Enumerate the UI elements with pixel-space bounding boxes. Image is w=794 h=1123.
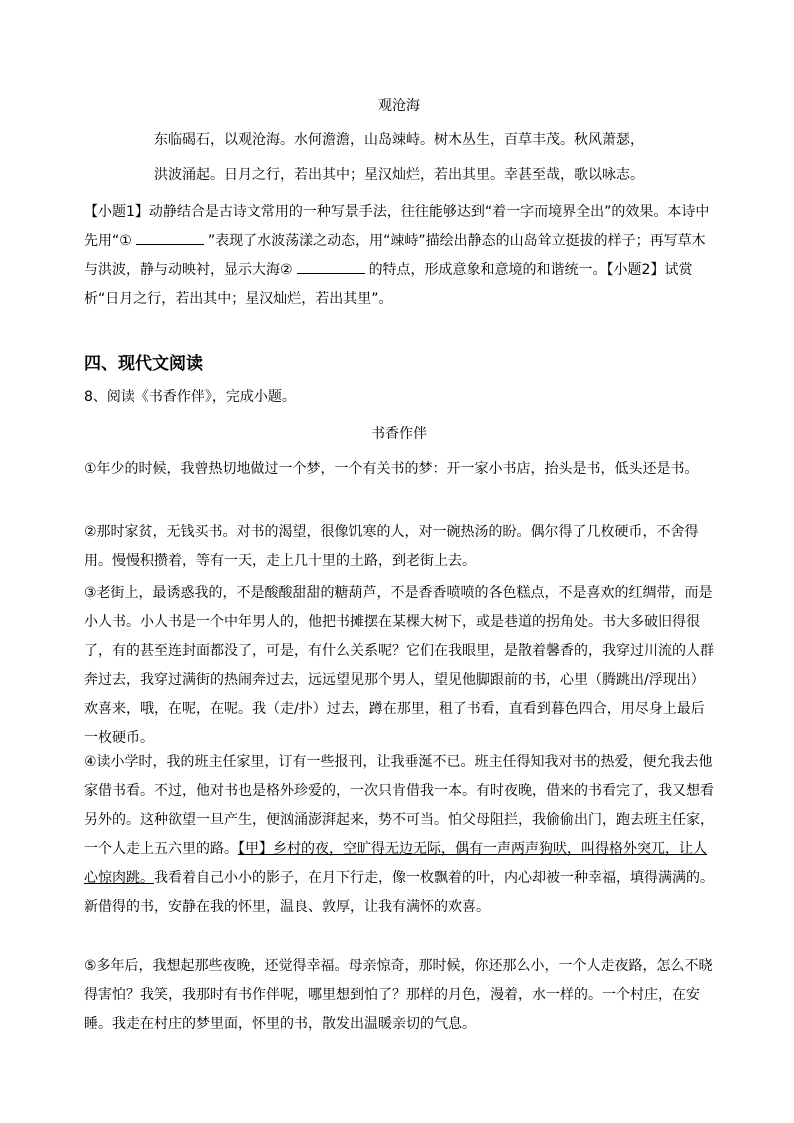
- reading-instruction: 8、阅读《书香作伴》，完成小题。: [84, 389, 296, 405]
- answer-blank-1[interactable]: [136, 232, 204, 245]
- poem-line-1: 东临碣石，以观沧海。水何澹澹，山岛竦峙。树木丛生，百草丰茂。秋风萧瑟，: [154, 132, 644, 148]
- question-7: [84, 198, 714, 314]
- article-paragraph-2: ②那时家贫，无钱买书。对书的渴望，很像饥寒的人，对一碗热汤的盼。偶尔得了几枚硬币，不舍得用。慢慢积攒着，等有一天，走上几十里的土路，到老街上去。: [84, 524, 699, 569]
- poem-title: 观沧海: [378, 98, 420, 114]
- section-heading: 四、现代文阅读: [84, 354, 203, 374]
- article-paragraph-3: ③老街上，最诱惑我的，不是酸酸甜甜的糖葫芦，不是香香喷喷的各色糕点，不是喜欢的红绸带，而是小人书。小人书是一个中年男人的，他把书摊摆在某棵大树下，或是巷道的拐角处。书大多破旧得很了，有的甚至连封面都没了，可是，有什么关系呢？它们在我眼里，是散着馨香的，我穿过川流的人群奔过去，我穿过满街的热闹奔过去，远远望见那个男人，望见他脚跟前的书，心里（腾跳出/浮现出）欢喜来，哦，在呢，在呢。我（走/扑）过去，蹲在那里，租了书看，直看到暮色四合，用尽身上最后一枚硬币。: [84, 585, 714, 746]
- question-7-part-2: ”表现了水波荡漾之动态，用“竦峙”描绘出静态的山岛耸立挺拔的样子；再写草木与洪波，静与动映衬，显示大海②: [84, 233, 706, 278]
- answer-blank-2[interactable]: [297, 261, 365, 274]
- article-paragraph-5: ⑤多年后，我想起那些夜晚，还觉得幸福。母亲惊奇，那时候，你还那么小，一个人走夜路，怎么不晓得害怕？我笑，我那时有书作伴呢，哪里想到怕了？那样的月色，漫着，水一样的。一个村庄，在安睡。我走在村庄的梦里面，怀里的书，散发出温暖亲切的气息。: [84, 958, 713, 1032]
- question-7-part-3: 的特点，形成意象和意境的和谐统一。【小题2】试赏析“日月之行，若出其中；星汉灿烂，若出其里”。: [84, 262, 693, 307]
- paragraph-4-text-b: 我看着自己小小的影子，在月下行走，像一枚飘着的叶，内心却被一种幸福，填得满满的。新借得的书，安静在我的怀里，温良、敦厚，让我有满怀的欢喜。: [84, 870, 714, 915]
- article-title: 书香作伴: [371, 426, 427, 442]
- article-paragraph-1: ①年少的时候，我曾热切地做过一个梦，一个有关书的梦：开一家小书店，抬头是书，低头还是书。: [84, 461, 699, 477]
- article-paragraph-4: [84, 748, 714, 922]
- underlined-passage-jia: 【甲】乡村的夜，空旷得无边无际，偶有一声两声狗吠，叫得格外突兀，让人心惊肉跳。: [84, 841, 707, 886]
- poem-line-2: 洪波涌起。日月之行，若出其中；星汉灿烂，若出其里。幸甚至哉，歌以咏志。: [154, 167, 644, 183]
- paragraph-4-text-a: ④读小学时，我的班主任家里，订有一些报刊，让我垂涎不已。班主任得知我对书的热爱，便允我去他家借书看。不过，他对书也是格外珍爱的，一次只肯借我一本。有时夜晚，借来的书看完了，我又想看另外的。这种欲望一旦产生，便汹涌澎湃起来，势不可当。怕父母阻拦，我偷偷出门，跑去班主任家，一个人走上五六里的路。: [84, 754, 714, 857]
- question-7-part-1: 【小题1】动静结合是古诗文常用的一种写景手法，往往能够达到“着一字而境界全出”的效果。本诗中先用“①: [84, 204, 710, 249]
